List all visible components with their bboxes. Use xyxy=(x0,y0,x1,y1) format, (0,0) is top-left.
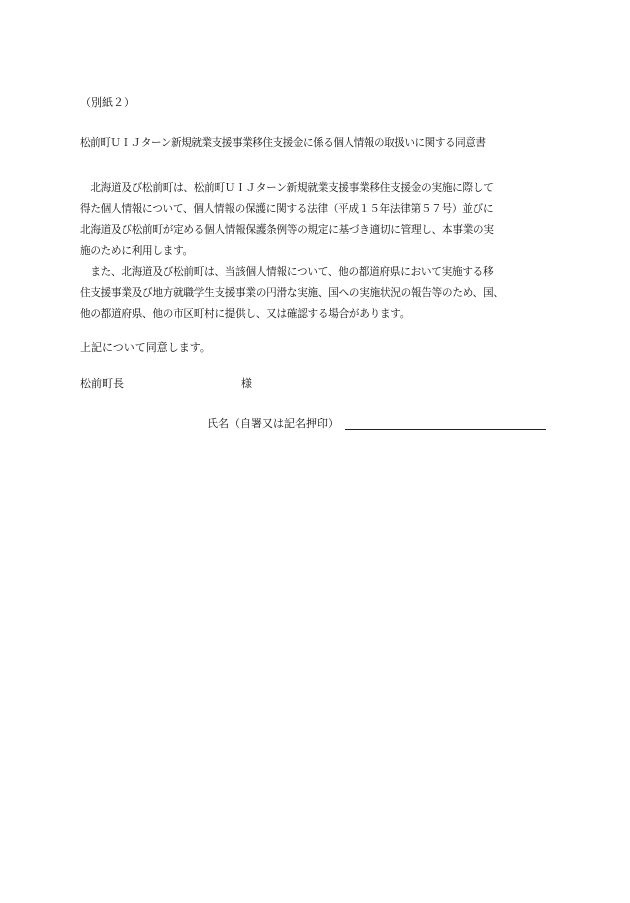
body-line: また、北海道及び松前町は、当該個人情報について、他の都道府県において実施する移 xyxy=(80,266,494,278)
agreement-statement: 上記について同意します。 xyxy=(80,341,211,354)
body-line: 北海道及び松前町は、松前町ＵＩＪターン新規就業支援事業移住支援金の実施に際して xyxy=(80,182,494,194)
body-line: 施のために利用します。 xyxy=(80,245,193,257)
annex-label: （別紙２） xyxy=(80,96,135,109)
body-line: 北海道及び松前町が定める個人情報保護条例等の規定に基づき適切に管理し、本事業の実 xyxy=(80,224,494,236)
signature-line xyxy=(345,429,546,430)
body-line: 得た個人情報について、個人情報の保護に関する法律（平成１５年法律第５７号）並びに xyxy=(80,203,494,215)
body-line: 住支援事業及び地方就職学生支援事業の円滑な実施、国への実施状況の報告等のため、国、 xyxy=(80,287,504,299)
document-title: 松前町ＵＩＪターン新規就業支援事業移住支援金に係る個人情報の取扱いに関する同意書 xyxy=(80,137,486,149)
honorific: 様 xyxy=(241,377,252,390)
addressee: 松前町長 xyxy=(80,377,124,390)
name-signature-label: 氏名（自署又は記名押印） xyxy=(207,417,339,430)
body-line: 他の都道府県、他の市区町村に提供し、又は確認する場合があります。 xyxy=(80,308,411,320)
consent-body xyxy=(80,178,550,325)
